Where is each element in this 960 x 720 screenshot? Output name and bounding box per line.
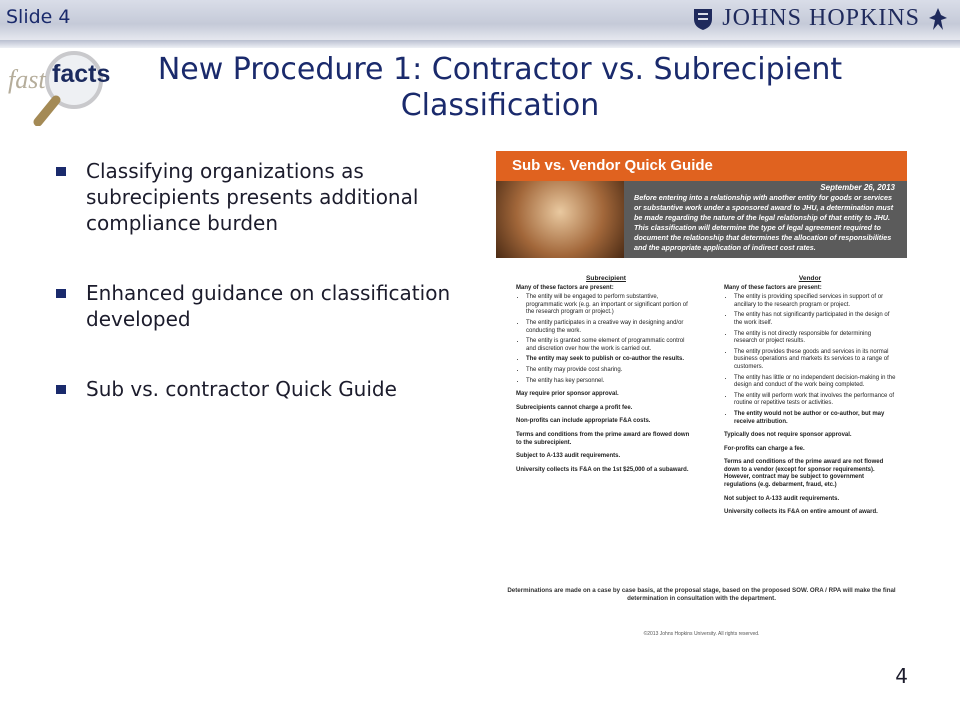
- list-item: • The entity may provide cost sharing.: [526, 367, 696, 375]
- vendor-column: [724, 275, 896, 517]
- list-item: • The entity is providing specified services in support of or ancillary to the research program or project.: [734, 294, 896, 309]
- list-item: • The entity will be engaged to perform substantive, programmatic work (e.g. an important or significant portion of the research program or project.): [526, 294, 696, 317]
- list-item: • The entity may seek to publish or co-author the results.: [526, 356, 696, 364]
- slide-title: New Procedure 1: Contractor vs. Subrecipient Classification: [157, 52, 843, 123]
- vendor-note: Typically does not require sponsor approval.: [724, 432, 852, 439]
- logo-word-fast: fast: [8, 65, 46, 94]
- university-shield-icon: [692, 7, 714, 31]
- vendor-note: University collects its F&A on entire amount of award.: [724, 509, 878, 516]
- vendor-note: For-profits can charge a fee.: [724, 445, 805, 452]
- subrecipient-note: Subrecipients cannot charge a profit fee.: [516, 404, 633, 411]
- bullet-marker-icon: [56, 385, 66, 394]
- subrecipient-factor-list: [516, 294, 696, 385]
- guide-intro: Before entering into a relationship with another entity for goods or services or substantive work under a sponsored award to JHU, a determination must be made regarding the nature of the legal relationship of that entity to JHU. This classification will determine the type of legal agreement required to document the relationship that determines the allocation of responsibilities and the appropriate application of indirect cost rates.: [634, 193, 894, 252]
- vendor-note: Terms and conditions of the prime award are not flowed down to a vendor (except for sponsor requirements). However, contract may be subject to government regulations (e.g. debarment, fraud, etc.): [724, 459, 884, 489]
- bullet-item: [52, 280, 482, 332]
- list-item: • The entity is not directly responsible for determining research or project results.: [734, 331, 896, 346]
- brand-name: JOHNS HOPKINS: [722, 5, 920, 31]
- bullet-text: Classifying organizations as subrecipients presents additional compliance burden: [86, 159, 419, 235]
- coins-globe-image: [496, 181, 624, 258]
- fast-facts-logo: [4, 46, 116, 126]
- guide-date: September 26, 2013: [820, 183, 895, 192]
- slide-header-bar: [0, 0, 960, 40]
- bullet-text: Enhanced guidance on classification developed: [86, 281, 451, 331]
- vendor-heading: Vendor: [798, 275, 822, 282]
- bullet-marker-icon: [56, 167, 66, 176]
- bullet-text: Sub vs. contractor Quick Guide: [86, 377, 397, 401]
- list-item: • The entity has key personnel.: [526, 378, 696, 386]
- subrecipient-note: May require prior sponsor approval.: [516, 391, 619, 398]
- guide-title-bar: [496, 151, 907, 181]
- list-item: • The entity provides these goods and services in its normal business operations and markets its services to a range of customers.: [734, 349, 896, 372]
- bullet-item: [52, 158, 482, 236]
- list-item: • The entity participates in a creative way in designing and/or conducting the work.: [526, 320, 696, 335]
- list-item: • The entity is granted some element of programmatic control and discretion over how the work is carried out.: [526, 338, 696, 353]
- subrecipient-note: Subject to A-133 audit requirements.: [516, 453, 621, 460]
- list-item: • The entity would not be author or co-author, but may receive attribution.: [734, 411, 896, 426]
- guide-title: Sub vs. Vendor Quick Guide: [512, 157, 713, 174]
- bullet-item: [52, 376, 482, 402]
- subrecipient-note: Non-profits can include appropriate F&A costs.: [516, 418, 651, 425]
- blue-jay-icon: [928, 6, 948, 32]
- subrecipient-lead: Many of these factors are present:: [516, 284, 614, 291]
- header-band: [0, 40, 960, 48]
- bullet-list: [52, 158, 482, 402]
- bullet-marker-icon: [56, 289, 66, 298]
- subrecipient-note: Terms and conditions from the prime award are flowed down to the subrecipient.: [516, 431, 690, 446]
- guide-header: [496, 151, 907, 258]
- vendor-factor-list: [724, 294, 896, 426]
- page-number: 4: [895, 664, 908, 688]
- slide-label: Slide 4: [6, 6, 71, 28]
- list-item: • The entity has not significantly participated in the design of the work itself.: [734, 312, 896, 327]
- subrecipient-note: University collects its F&A on the 1st $25,000 of a subaward.: [516, 466, 689, 473]
- vendor-note: Not subject to A-133 audit requirements.: [724, 495, 840, 502]
- johns-hopkins-logo: [692, 5, 948, 32]
- list-item: • The entity will perform work that involves the performance of routine or repetitive tests or activities.: [734, 393, 896, 408]
- logo-word-facts: facts: [52, 60, 111, 88]
- guide-copyright: ©2013 Johns Hopkins University. All rights reserved.: [643, 631, 760, 637]
- subrecipient-heading: Subrecipient: [586, 275, 626, 282]
- quick-guide-image: [496, 151, 907, 651]
- vendor-lead: Many of these factors are present:: [724, 284, 822, 291]
- guide-footer: Determinations are made on a case by case basis, at the proposal stage, based on the proposed SOW. ORA / RPA will make the final determination in consultation with the department.: [507, 587, 896, 602]
- list-item: • The entity has little or no independent decision-making in the design and conduct of the work being completed.: [734, 375, 896, 390]
- subrecipient-column: [516, 275, 696, 474]
